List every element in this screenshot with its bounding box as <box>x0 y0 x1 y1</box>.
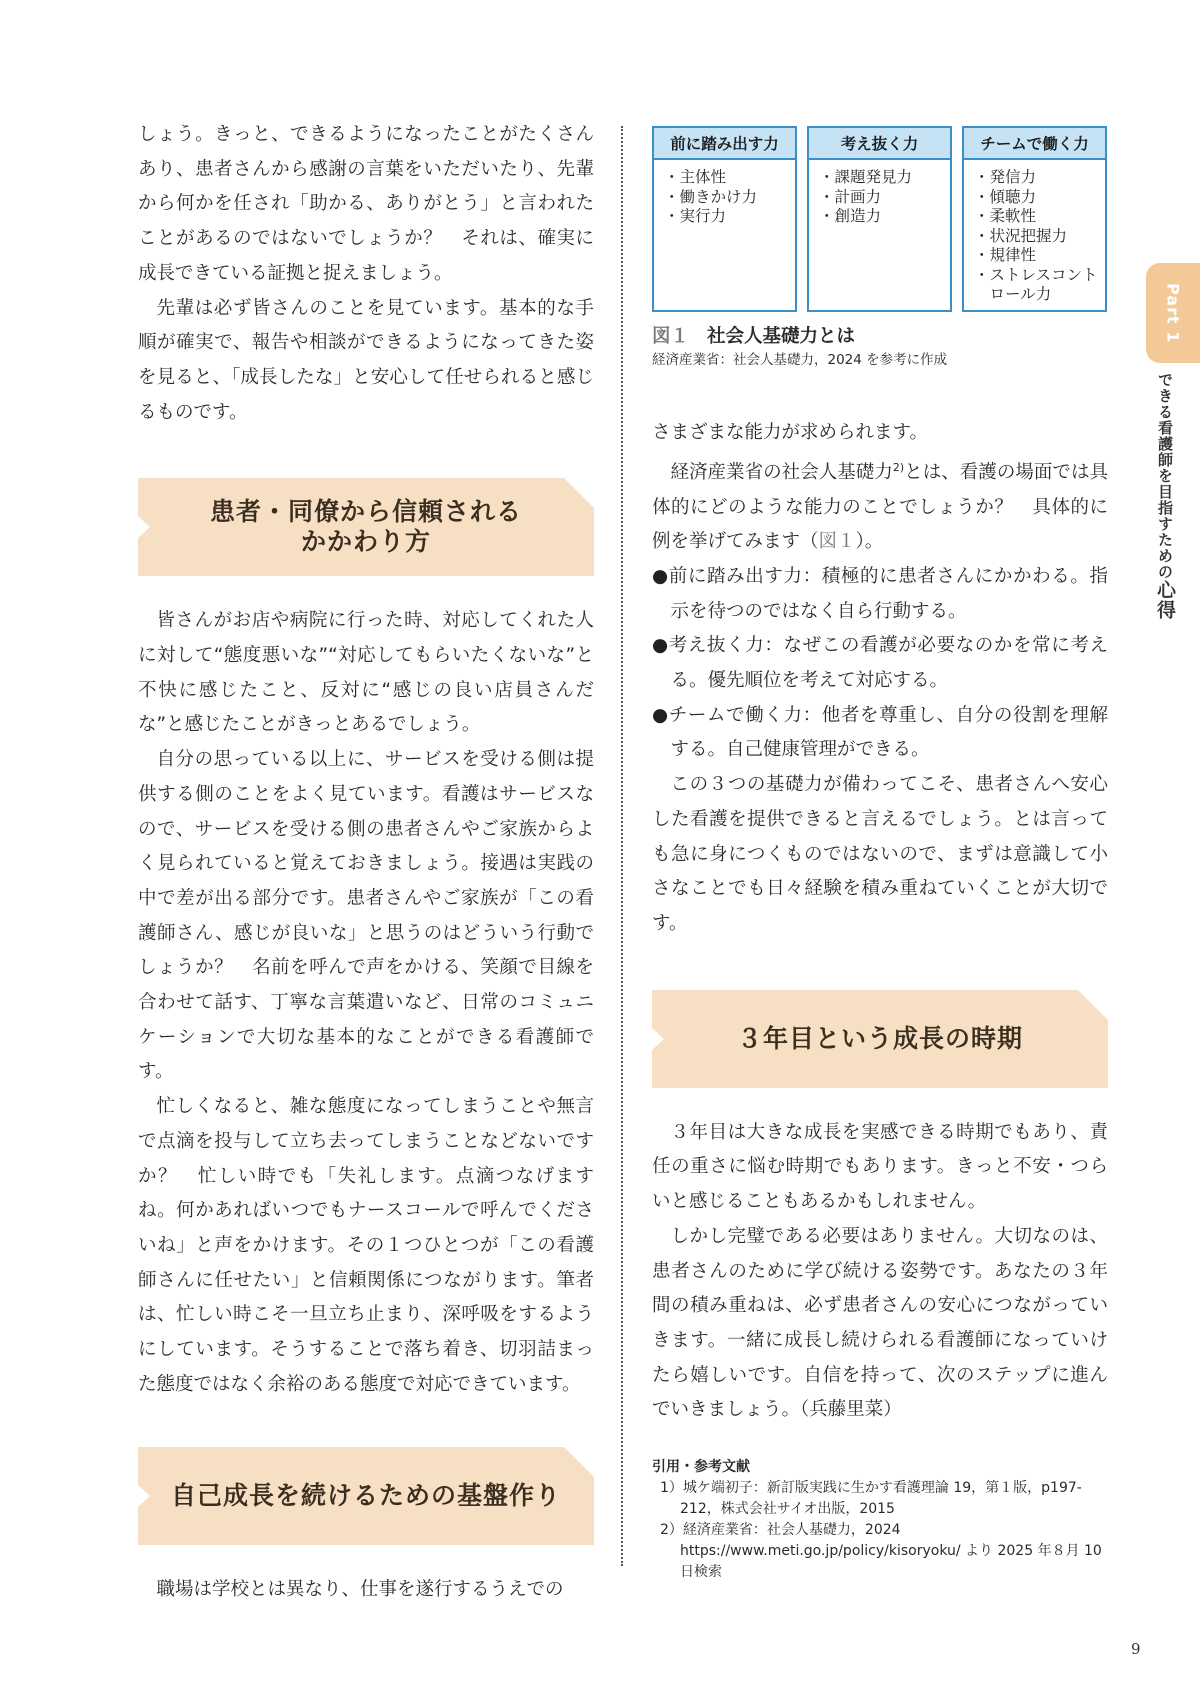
figure-item: ・柔軟性 <box>974 207 1037 225</box>
figure-item: ・発信力 <box>974 168 1037 186</box>
chapter-title-vertical: できる看護師を目指すための心得 <box>1154 372 1176 620</box>
body-paragraph: しかし完璧である必要はありません。大切なのは、患者さんのために学び続ける姿勢です。あなたの３年間の積み重ねは、必ず患者さんの安心につながっていきます。一緒に成長し続けられる看護師になっていけたら嬉しいです。自信を持って、次のステップに進んでいきましょう。（兵藤里菜） <box>652 1225 1108 1421</box>
figure-item: ・計画力 <box>819 187 882 206</box>
body-paragraph: 経済産業省の社会人基礎力$^{2)}$とは、看護の場面では具体的にどのような能力のことでしょうか？ 具体的に例を挙げてみます（図１）。 <box>652 460 1108 553</box>
column-divider <box>621 126 623 1566</box>
body-paragraph: 職場は学校とは異なり、仕事を遂行するうえでの <box>156 1578 564 1600</box>
figure-table <box>652 126 1108 312</box>
reference-item: 1）城ケ端初子：新訂版実践に生かす看護理論 19，第１版，p197-212，株式会社サイオ出版，2015 <box>660 1480 1082 1518</box>
figure-reference: 図１ <box>818 531 856 553</box>
figure-column-step-forward <box>652 126 797 312</box>
figure-column-header: 前に踏み出す力 <box>654 128 795 160</box>
figure-item: ・主体性 <box>664 168 727 186</box>
figure-column-teamwork <box>962 126 1107 312</box>
figure-item: ・規律性 <box>974 246 1037 264</box>
left-column <box>138 118 594 1607</box>
body-paragraph: しょう。きっと、できるようになったことがたくさんあり、患者さんから感謝の言葉をいただいたり、先輩から何かを任され「助かる、ありがとう」と言われたことがあるのではないでしょうか？ それは、確実に成長できている証拠と捉えましょう。 <box>138 124 594 284</box>
heading-line: かかわり方 <box>300 527 431 557</box>
figure-item: ・課題発見力 <box>819 168 913 186</box>
figure-column-think-through <box>807 126 952 312</box>
figure-1 <box>652 126 1108 370</box>
figure-title: 社会人基礎力とは <box>707 326 856 347</box>
heading-line: 患者・同僚から信頼される <box>209 497 522 527</box>
figure-item: ・状況把握力 <box>974 226 1068 245</box>
figure-caption <box>652 324 1108 370</box>
figure-source: 経済産業省：社会人基礎力，2024 を参考に作成 <box>652 352 948 368</box>
references <box>652 1456 1108 1583</box>
figure-item: ・実行力 <box>664 207 727 225</box>
body-paragraph: さまざまな能力が求められます。 <box>652 422 929 443</box>
heading-text: ３年目という成長の時期 <box>736 1023 1023 1053</box>
heading-text: 自己成長を続けるための基盤作り <box>170 1480 561 1510</box>
references-title: 引用・参考文献 <box>652 1459 750 1476</box>
section-heading-third-year <box>652 990 1108 1088</box>
figure-column-header: チームで働く力 <box>964 128 1105 160</box>
page-number: 9 <box>1131 1640 1141 1658</box>
part-tab <box>1146 263 1200 363</box>
bullet-item: ●チームで働く力：他者を尊重し、自分の役割を理解する。自己健康管理ができる。 <box>652 704 1108 761</box>
right-column <box>652 126 1108 1583</box>
figure-item: ・創造力 <box>819 207 882 225</box>
figure-label: 図１ <box>652 326 690 347</box>
figure-column-header: 考え抜く力 <box>809 128 950 160</box>
body-paragraph: 先輩は必ず皆さんのことを見ています。基本的な手順が確実で、報告や相談ができるようになってきた姿を見ると、「成長したな」と安心して任せられると感じるものです。 <box>138 297 594 423</box>
section-heading-foundation <box>138 1447 594 1545</box>
body-paragraph: 自分の思っている以上に、サービスを受ける側は提供する側のことをよく見ています。看護はサービスなので、サービスを受ける側の患者さんやご家族からよく見られていると覚えておきましょう。接遇は実践の中で差が出る部分です。患者さんやご家族が「この看護師さん、感じが良いな」と思うのはどういう行動でしょうか？ 名前を呼んで声をかける、笑顔で目線を合わせて話す、丁寧な言葉遣いなど、日常のコミュニケーションで大切な基本的なことができる看護師です。 <box>138 749 594 1083</box>
body-paragraph: 忙しくなると、雑な態度になってしまうことや無言で点滴を投与して立ち去ってしまうことなどないですか？ 忙しい時でも「失礼します。点滴つなげますね。何かあればいつでもナースコールで呼んでくださいね」と声をかけます。その１つひとつが「この看護師さんに任せたい」と信頼関係につながります。筆者は、忙しい時こそ一旦立ち止まり、深呼吸をするようにしています。そうすることで落ち着き、切羽詰まった態度ではなく余裕のある態度で対応できています。 <box>138 1096 594 1395</box>
bullet-item: ●考え抜く力：なぜこの看護が必要なのかを常に考える。優先順位を考えて対応する。 <box>652 635 1108 692</box>
bullet-item: ●前に踏み出す力：積極的に患者さんにかかわる。指示を待つのではなく自ら行動する。 <box>652 565 1108 622</box>
body-paragraph: 皆さんがお店や病院に行った時、対応してくれた人に対して“態度悪いな”“対応してもらいたくないな”と不快に感じたこと、反対に“感じの良い店員さんだな”と感じたことがきっとあるでしょう。 <box>138 610 594 736</box>
body-paragraph: この３つの基礎力が備わってこそ、患者さんへ安心した看護を提供できると言えるでしょう。とは言っても急に身につくものではないので、まずは意識して小さなことでも日々経験を積み重ねていくことが大切です。 <box>652 774 1108 934</box>
chapter-title-emphasis: 心得 <box>1154 580 1176 620</box>
figure-item: ・傾聴力 <box>974 187 1037 206</box>
citation-superscript: 2) <box>892 460 905 474</box>
figure-item: ・ストレスコントロール力 <box>974 265 1098 303</box>
part-label: Part 1 <box>1163 282 1183 344</box>
section-heading-trust <box>138 478 594 576</box>
reference-item: 2）経済産業省：社会人基礎力，2024 https://www.meti.go.jp/policy/kisoryoku/ より 2025 年８月 10 日検索 <box>660 1522 1102 1581</box>
figure-item: ・働きかけ力 <box>664 187 758 206</box>
body-paragraph: ３年目は大きな成長を実感できる時期でもあり、責任の重さに悩む時期でもあります。きっと不安・つらいと感じることもあるかもしれません。 <box>652 1121 1108 1213</box>
